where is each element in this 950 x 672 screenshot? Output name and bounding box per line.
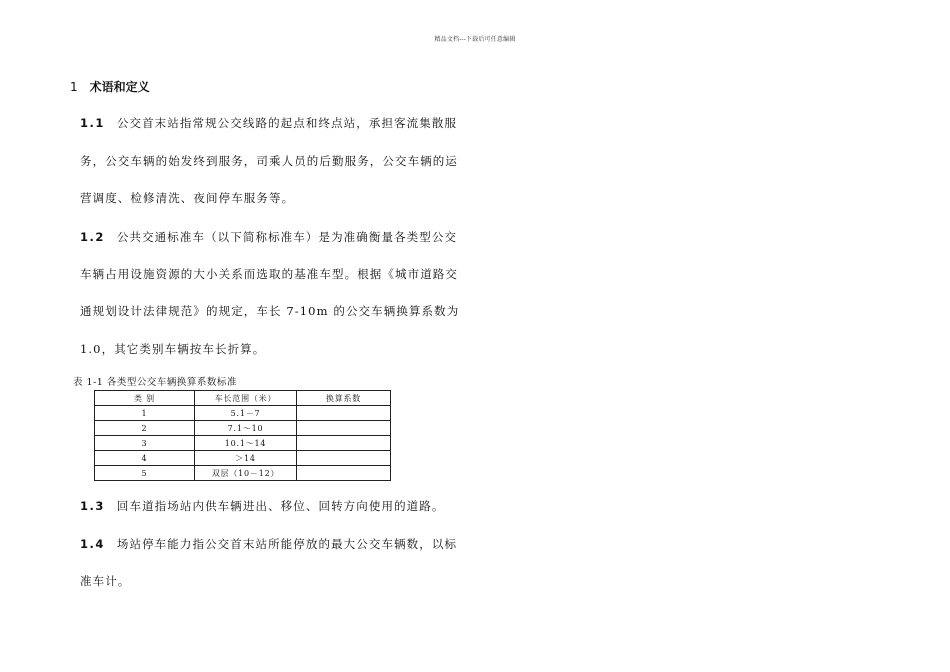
table-cell [297,421,391,436]
table-row [95,421,391,436]
clause-text: 公共交通标准车（以下简称标准车）是为准确衡量各类型公交 [116,230,458,244]
table-cell [297,436,391,451]
table-header-row [95,391,391,406]
table-caption: 表 1-1 各类型公交车辆换算系数标准 [73,377,237,388]
table-row [95,451,391,466]
table-cell [297,406,391,421]
table-cell: 10.1～14 [195,436,297,451]
column-header: 车长范围（米） [195,391,297,406]
clause-1-4-line-1 [80,536,457,552]
clause-number: 1.1 [80,116,105,130]
page-header: 精品文档---下载后可任意编辑 [434,36,516,43]
clause-text: 回车道指场站内供车辆进出、移位、回转方向使用的道路。 [116,499,445,513]
section-heading [70,78,150,95]
table-cell: 7.1～10 [195,421,297,436]
column-header: 换算系数 [297,391,391,406]
table-cell: 4 [95,451,195,466]
table-row [95,466,391,481]
table-cell: 5.1－7 [195,406,297,421]
section-number: 1 [70,80,78,94]
clause-1-2-line-2: 车辆占用设施资源的大小关系而选取的基准车型。根据《城市道路交 [80,267,458,281]
table-cell [297,451,391,466]
clause-number: 1.2 [80,230,105,244]
table-cell: 5 [95,466,195,481]
clause-text: 公交首末站指常规公交线路的起点和终点站，承担客流集散服 [116,116,458,130]
table-cell: 3 [95,436,195,451]
clause-1-2-line-4: 1.0，其它类别车辆按车长折算。 [80,342,266,356]
column-header: 类 别 [95,391,195,406]
table-cell: 双层（10－12） [195,466,297,481]
clause-1-1-line-1 [80,115,457,131]
section-title: 术语和定义 [89,80,150,94]
table-row [95,406,391,421]
clause-text: 场站停车能力指公交首末站所能停放的最大公交车辆数，以标 [116,537,458,551]
clause-1-2-line-3: 通规划设计法律规范》的规定，车长 7-10m 的公交车辆换算系数为 [80,304,460,318]
table-cell: 2 [95,421,195,436]
table-cell [297,466,391,481]
table-row [95,436,391,451]
clause-1-4-line-2: 准车计。 [80,574,131,588]
clause-1-3-line-1 [80,498,444,514]
clause-1-1-line-3: 营调度、检修清洗、夜间停车服务等。 [80,191,295,205]
table-cell: 1 [95,406,195,421]
clause-number: 1.3 [80,499,105,513]
table-cell: ＞14 [195,451,297,466]
clause-number: 1.4 [80,537,105,551]
conversion-coefficient-table [94,390,391,481]
clause-1-2-line-1 [80,229,457,245]
clause-1-1-line-2: 务，公交车辆的始发终到服务，司乘人员的后勤服务，公交车辆的运 [80,154,458,168]
